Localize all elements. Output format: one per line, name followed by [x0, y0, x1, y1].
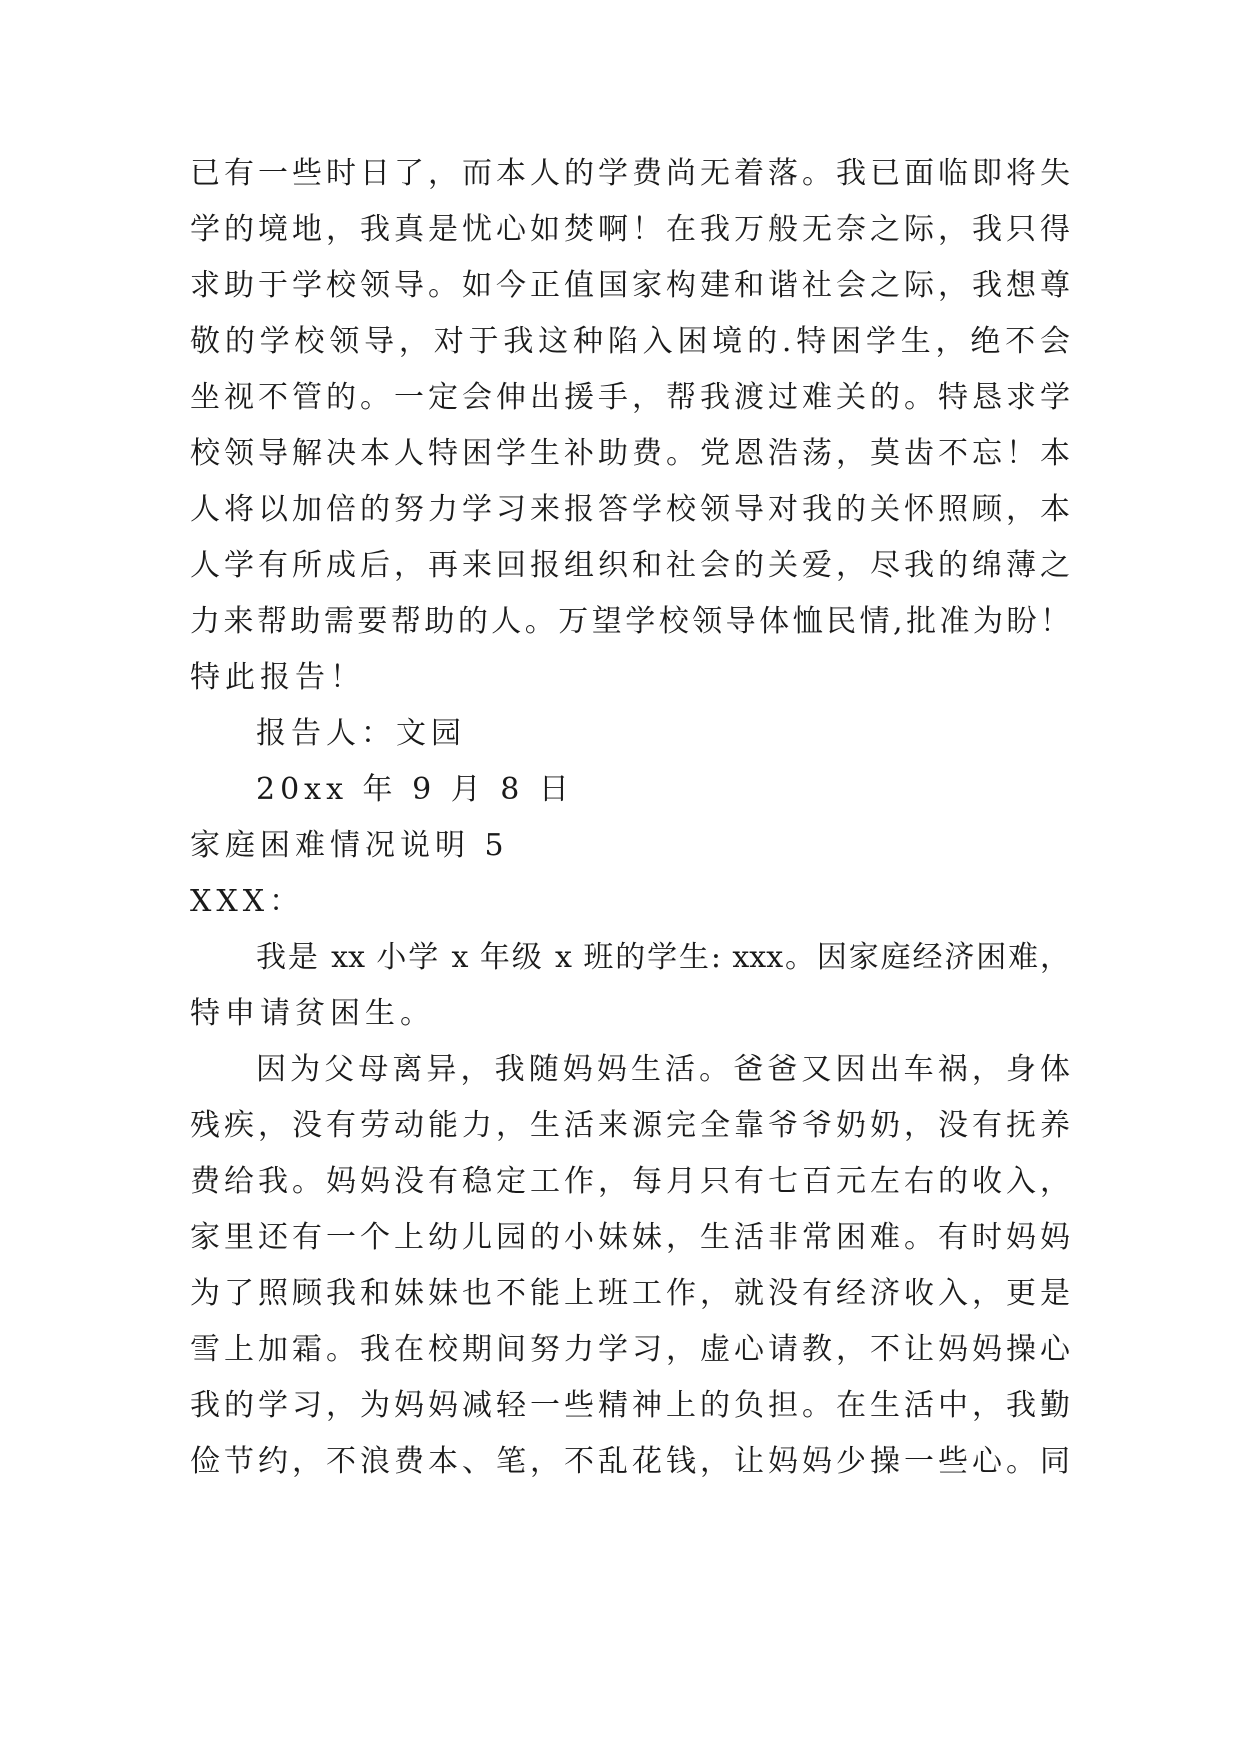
- text-line: 我的学习，为妈妈减轻一些精神上的负担。在生活中，我勤: [190, 1388, 1070, 1423]
- signature-reporter: 报告人：文园: [256, 716, 466, 751]
- text-line: 家里还有一个上幼儿园的小妹妹，生活非常困难。有时妈妈: [190, 1220, 1070, 1255]
- text-line: 为了照顾我和妹妹也不能上班工作，就没有经济收入，更是: [190, 1276, 1070, 1311]
- text-line: 残疾，没有劳动能力，生活来源完全靠爷爷奶奶，没有抚养: [190, 1108, 1070, 1143]
- signature-date: 20xx 年 9 月 8 日: [256, 772, 574, 807]
- text-line: 人学有所成后，再来回报组织和社会的关爱，尽我的绵薄之: [190, 548, 1070, 583]
- text-line: 雪上加霜。我在校期间努力学习，虚心请教，不让妈妈操心: [190, 1332, 1070, 1367]
- text-line: 求助于学校领导。如今正值国家构建和谐社会之际，我想尊: [190, 268, 1070, 303]
- text-line: 坐视不管的。一定会伸出援手，帮我渡过难关的。特恳求学: [190, 380, 1070, 415]
- text-line: 已有一些时日了，而本人的学费尚无着落。我已面临即将失: [190, 156, 1070, 191]
- text-line: 力来帮助需要帮助的人。万望学校领导体恤民情,批准为盼！: [190, 604, 1070, 639]
- salutation: XXX：: [190, 884, 305, 919]
- text-line: 校领导解决本人特困学生补助费。党恩浩荡，莫齿不忘！本: [190, 436, 1070, 471]
- text-line: 学的境地，我真是忧心如焚啊！在我万般无奈之际，我只得: [190, 212, 1070, 247]
- text-line: 我是 xx 小学 x 年级 x 班的学生: xxx。因家庭经济困难，: [256, 940, 1070, 975]
- text-line: 费给我。妈妈没有稳定工作，每月只有七百元左右的收入，: [190, 1164, 1070, 1199]
- text-line: 特此报告！: [190, 660, 365, 695]
- text-line: 俭节约，不浪费本、笔，不乱花钱，让妈妈少操一些心。同: [190, 1444, 1070, 1479]
- text-line: 因为父母离异，我随妈妈生活。爸爸又因出车祸，身体: [256, 1052, 1070, 1087]
- text-line: 敬的学校领导，对于我这种陷入困境的.特困学生，绝不会: [190, 324, 1070, 359]
- text-line: 特申请贫困生。: [190, 996, 435, 1031]
- text-line: 人将以加倍的努力学习来报答学校领导对我的关怀照顾，本: [190, 492, 1070, 527]
- section-heading: 家庭困难情况说明 5: [190, 828, 509, 863]
